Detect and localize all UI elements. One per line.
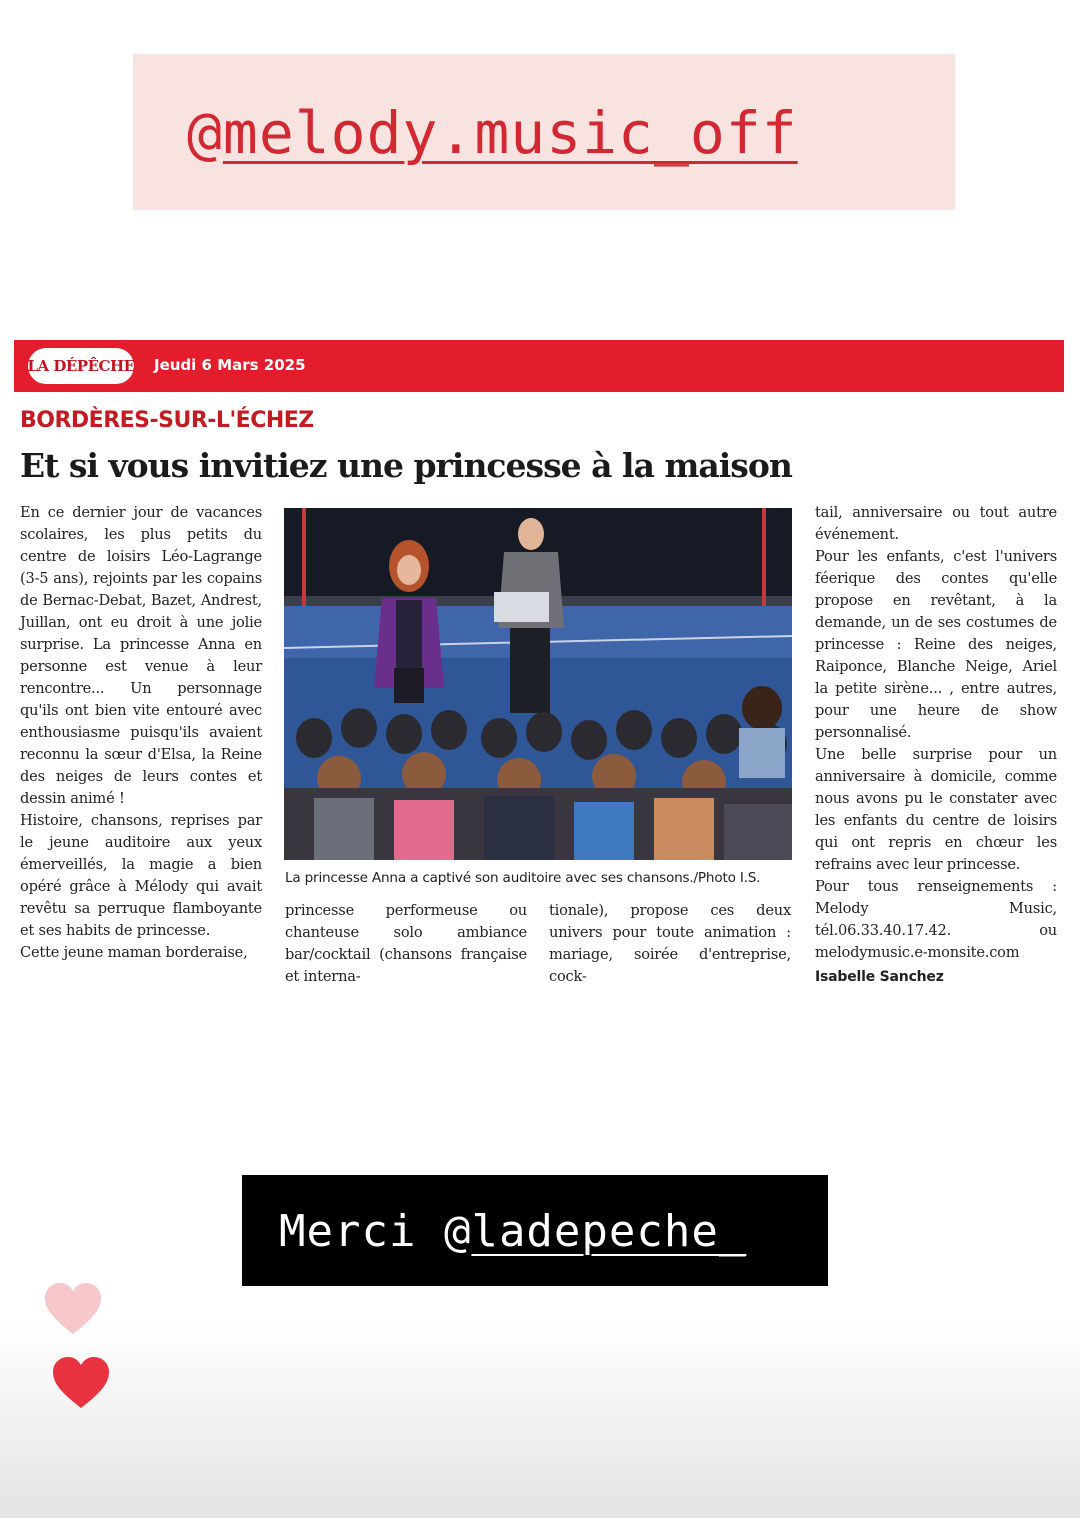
paragraph: tail, anniversaire ou tout autre événement. (815, 504, 1057, 543)
article-location: BORDÈRES-SUR-L'ÉCHEZ (20, 408, 314, 433)
at-symbol: @ (187, 99, 223, 167)
mention-handle[interactable]: ladepeche_ (471, 1206, 747, 1257)
article-column-3 (549, 900, 791, 988)
article-photo (284, 508, 792, 860)
article-column-4 (815, 502, 1057, 988)
mention-text[interactable] (187, 98, 798, 168)
paragraph: Pour tous renseignements : Melody Music, tél.06.33.40.17.42. ou melodymusic.e-monsite.com (815, 878, 1057, 961)
paragraph: tionale), propose ces deux univers pour toute animation : mariage, soirée d'entreprise, cock- (549, 902, 791, 985)
mention-handle[interactable]: melody.music_off (222, 99, 798, 167)
article-column-1 (20, 502, 262, 964)
paragraph: Pour les enfants, c'est l'univers féerique des contes qu'elle propose en revêtant, à la demande, un de ses costumes de princesse : Reine des neiges, Raiponce, Blanche Neige, Ariel la petite sirène... , entre autres, pour une heure de show personnalisé. (815, 548, 1057, 741)
paragraph: Histoire, chansons, reprises par le jeune auditoire aux yeux émerveillés, la magie a bien opéré grâce à Mélody qui avait revêtu sa perruque flamboyante et ses habits de princesse. (20, 812, 262, 939)
photo-illustration (284, 508, 792, 860)
paragraph: princesse performeuse ou chanteuse solo ambiance bar/cocktail (chansons française et interna- (285, 902, 527, 985)
issue-date: Jeudi 6 Mars 2025 (154, 356, 306, 374)
heart-red-shape (53, 1357, 109, 1408)
article-column-2 (285, 900, 527, 988)
newspaper-banner (14, 340, 1064, 392)
article-headline: Et si vous invitiez une princesse à la maison (20, 446, 792, 485)
at-symbol: @ (443, 1206, 472, 1257)
paragraph: En ce dernier jour de vacances scolaires, les plus petits du centre de loisirs Léo-Lagrange (3-5 ans), rejoints par les copains de Bernac-Debat, Bazet, Andrest, Juillan, ont eu droit à une jolie surprise. La princesse Anna en personne est venue à leur rencontre... Un personnage qu'ils ont bien vite entouré avec enthousiasme puisqu'ils avaient reconnu la sœur d'Elsa, la Reine des neiges de leurs contes et dessin animé ! (20, 504, 262, 807)
thanks-text: Merci (279, 1206, 444, 1257)
heart-icon[interactable] (51, 1356, 111, 1410)
newspaper-clipping (0, 330, 1080, 990)
mention-sticker-melody[interactable] (133, 54, 955, 210)
mention-text[interactable] (279, 1205, 746, 1259)
newspaper-logo: LA DÉPÊCHE (28, 348, 134, 384)
article-author: Isabelle Sanchez (815, 969, 944, 985)
mention-sticker-ladepeche[interactable] (242, 1175, 828, 1286)
photo-caption: La princesse Anna a captivé son auditoire avec ses chansons./Photo I.S. (285, 870, 761, 886)
heart-icon[interactable] (43, 1282, 103, 1336)
paragraph: Cette jeune maman borderaise, (20, 944, 248, 961)
heart-light-shape (45, 1283, 101, 1334)
paragraph: Une belle surprise pour un anniversaire à domicile, comme nous avons pu le constater avec les enfants du centre de loisirs qui ont repris en chœur les refrains avec leur princesse. (815, 746, 1057, 873)
